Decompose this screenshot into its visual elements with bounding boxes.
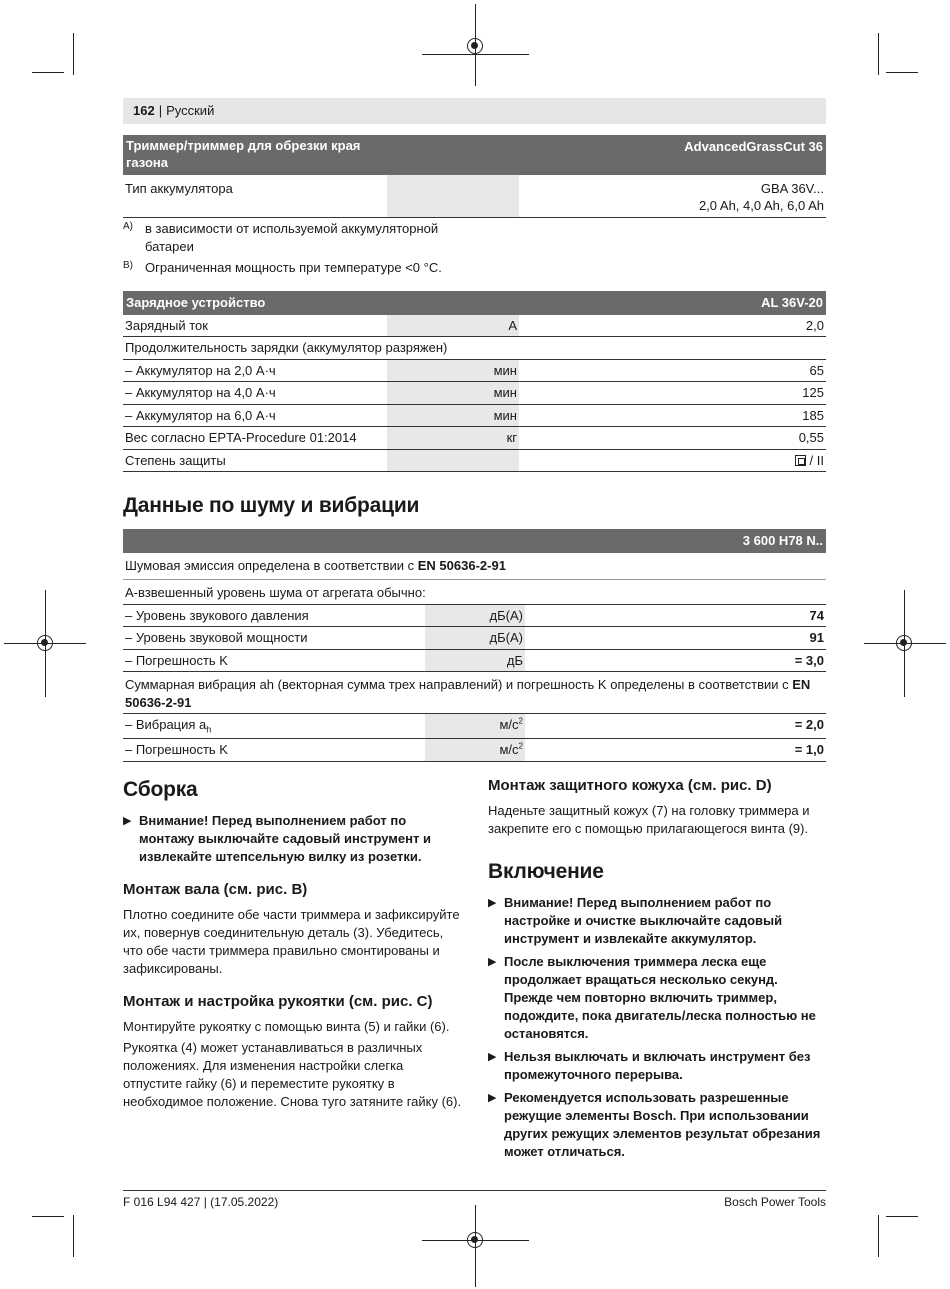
row-unit: мин <box>387 382 519 405</box>
table-row <box>123 739 826 762</box>
vibration-text: Суммарная вибрация ah (векторная сумма трех направлений) и погрешность K определены в соответствии с <box>125 677 793 693</box>
noise-table <box>123 529 826 762</box>
row-label <box>123 714 425 739</box>
right-column <box>488 776 826 1166</box>
row-unit <box>387 449 519 472</box>
table-row <box>123 337 826 360</box>
row-unit: кг <box>387 427 519 450</box>
noise-table-model: 3 600 H78 N.. <box>525 529 826 553</box>
vibration-note <box>123 672 826 714</box>
triangle-bullet-icon: ▶ <box>488 1050 497 1063</box>
vibration-standard: EN <box>792 677 811 693</box>
warning-item <box>488 953 826 1043</box>
table-row <box>123 580 826 605</box>
page-footer <box>123 1190 826 1210</box>
row-label-subscript: h <box>206 724 212 735</box>
crop-mark <box>73 1215 74 1257</box>
warning-item <box>488 1048 826 1084</box>
footnotes <box>123 220 826 277</box>
row-label: – Аккумулятор на 2,0 А·ч <box>123 359 387 382</box>
trimmer-table-model: AdvancedGrassCut 36 <box>519 135 826 175</box>
table-row <box>123 382 826 405</box>
table-row <box>123 175 826 218</box>
shaft-text: Плотно соедините обе части триммера и зафиксируйте их, повернув соединительную деталь (3). Убедитесь, что обе части триммера правильно смонтированы и зафиксированы. <box>123 907 460 977</box>
warning-item <box>488 894 826 948</box>
emission-text: Шумовая эмиссия определена в соответствии с <box>125 557 418 573</box>
row-value-line: GBA 36V... <box>760 180 824 196</box>
row-value: 125 <box>519 382 826 405</box>
row-label <box>123 739 425 762</box>
row-unit <box>425 739 525 762</box>
row-value <box>519 449 826 472</box>
left-column <box>123 776 463 1111</box>
crop-mark <box>886 72 918 73</box>
charger-table-model: AL 36V-20 <box>519 291 826 315</box>
registration-line <box>422 54 529 55</box>
triangle-bullet-icon: ▶ <box>488 1091 497 1104</box>
table-row <box>123 404 826 427</box>
crop-mark <box>73 33 74 75</box>
row-label: Вес согласно EPTA-Procedure 01:2014 <box>123 427 387 450</box>
row-unit: A <box>387 315 519 337</box>
row-label: Тип аккумулятора <box>123 175 387 218</box>
row-value: = 2,0 <box>525 714 826 739</box>
row-label: – Аккумулятор на 6,0 А·ч <box>123 404 387 427</box>
table-row <box>123 449 826 472</box>
table-row <box>123 627 826 650</box>
protection-class-value: / II <box>809 452 824 468</box>
row-value: 91 <box>525 627 826 650</box>
triangle-bullet-icon: ▶ <box>488 956 497 969</box>
row-value: = 3,0 <box>525 649 826 672</box>
emission-standard: EN 50636-2-91 <box>417 557 506 573</box>
row-label: – Аккумулятор на 4,0 А·ч <box>123 382 387 405</box>
guard-text: Наденьте защитный кожух (7) на головку триммера и закрепите его с помощью прилагающегося винта (9). <box>488 803 810 837</box>
charger-table-title: Зарядное устройство <box>123 291 519 315</box>
handle-heading: Монтаж и настройка рукоятки (см. рис. C) <box>123 993 433 1011</box>
row-unit: дБ <box>425 649 525 672</box>
trimmer-spec-table <box>123 135 826 218</box>
guard-heading: Монтаж защитного кожуха (см. рис. D) <box>488 777 772 794</box>
crop-mark <box>32 72 64 73</box>
warning-text: Рекомендуется использовать разрешенные режущие элементы Bosch. При использовании других режущих элементов результат обрезания может отличаться. <box>504 1089 821 1159</box>
warning-item <box>123 812 463 866</box>
switch-on-heading: Включение <box>488 860 604 884</box>
footnote-text: Ограниченная мощность при температуре <0 °C. <box>145 260 442 276</box>
triangle-bullet-icon: ▶ <box>123 815 132 828</box>
header-separator: | <box>158 103 163 119</box>
row-unit-superscript: 2 <box>518 741 523 751</box>
row-unit-text: м/с <box>499 742 519 758</box>
warning-text: После выключения триммера леска еще продолжает вращаться несколько секунд. Прежде чем повторно включить триммер, подождите, пока двигатель/леска полностью не остановятся. <box>504 954 816 1042</box>
row-label: Зарядный ток <box>123 315 387 337</box>
table-row <box>123 359 826 382</box>
row-unit <box>425 714 525 739</box>
crop-mark <box>32 1216 64 1217</box>
noise-heading: Данные по шуму и вибрации <box>123 494 420 517</box>
shaft-heading: Монтаж вала (см. рис. B) <box>123 881 308 899</box>
footnote-text: в зависимости от используемой аккумуляторной батареи <box>145 221 439 254</box>
footnote-mark: B) <box>123 260 133 272</box>
row-value: 2,0 <box>519 315 826 337</box>
row-unit <box>387 175 519 218</box>
row-value: = 1,0 <box>525 739 826 762</box>
triangle-bullet-icon: ▶ <box>488 897 497 910</box>
crop-mark <box>878 33 879 75</box>
row-label-text: – Вибрация a <box>125 717 207 733</box>
registration-mark-icon <box>896 635 912 651</box>
row-value: 0,55 <box>519 427 826 450</box>
table-row <box>123 672 826 714</box>
table-row <box>123 315 826 337</box>
registration-mark-icon <box>37 635 53 651</box>
handle-text: Монтируйте рукоятку с помощью винта (5) и гайки (6). <box>123 1019 450 1035</box>
assembly-heading: Сборка <box>123 778 198 801</box>
warning-item <box>488 1089 826 1161</box>
table-row <box>123 427 826 450</box>
row-label: – Уровень звукового давления <box>123 604 425 627</box>
protection-class-icon <box>795 455 806 466</box>
row-unit-superscript: 2 <box>518 717 523 727</box>
row-value: 65 <box>519 359 826 382</box>
footnote <box>123 220 463 255</box>
page-number: 162 <box>133 103 155 119</box>
registration-mark-icon <box>467 1232 483 1248</box>
handle-text: Рукоятка (4) может устанавливаться в различных положениях. Для изменения настройки слегка отпустите гайку (6) и переместите рукоятку в необходимое положение. Снова туго затяните гайку (6). <box>123 1040 462 1110</box>
emission-note <box>123 553 826 580</box>
warning-text: Внимание! Перед выполнением работ по настройке и очистке выключайте садовый инструмент и извлекайте аккумулятор. <box>504 895 783 947</box>
row-value-line: 2,0 Ah, 4,0 Ah, 6,0 Ah <box>698 198 824 214</box>
warning-text: Внимание! Перед выполнением работ по монтажу выключайте садовый инструмент и извлекайте штепсельную вилку из розетки. <box>139 813 431 865</box>
row-label: Степень защиты <box>123 449 387 472</box>
row-label: – Погрешность K <box>123 649 425 672</box>
trimmer-table-title: Триммер/триммер для обрезки края газона <box>126 138 361 170</box>
table-row <box>123 553 826 580</box>
warning-text: Нельзя выключать и включать инструмент без промежуточного перерыва. <box>504 1048 811 1082</box>
charger-spec-table <box>123 291 826 472</box>
row-value: 74 <box>525 604 826 627</box>
row-unit: дБ(A) <box>425 627 525 650</box>
table-row <box>123 604 826 627</box>
row-unit: мин <box>387 404 519 427</box>
row-unit: дБ(A) <box>425 604 525 627</box>
vibration-standard: 50636-2-91 <box>125 694 192 710</box>
row-label: – Уровень звуковой мощности <box>123 627 425 650</box>
page-language: Русский <box>166 103 215 119</box>
brand-name: Bosch Power Tools <box>724 1195 826 1209</box>
a-weighted-note: А-взвешенный уровень шума от агрегата обычно: <box>123 580 826 605</box>
registration-mark-icon <box>467 38 483 54</box>
table-row <box>123 714 826 739</box>
row-value: 185 <box>519 404 826 427</box>
page-header <box>123 98 826 124</box>
row-label: Продолжительность зарядки (аккумулятор разряжен) <box>123 337 826 360</box>
row-value <box>519 175 826 218</box>
crop-mark <box>878 1215 879 1257</box>
document-code: F 016 L94 427 | (17.05.2022) <box>123 1195 279 1209</box>
row-unit: мин <box>387 359 519 382</box>
table-row <box>123 649 826 672</box>
row-unit-text: м/с <box>499 717 519 733</box>
footnote <box>123 259 463 277</box>
crop-mark <box>886 1216 918 1217</box>
footnote-mark: A) <box>123 221 133 232</box>
row-label-text: – Погрешность K <box>125 742 228 758</box>
